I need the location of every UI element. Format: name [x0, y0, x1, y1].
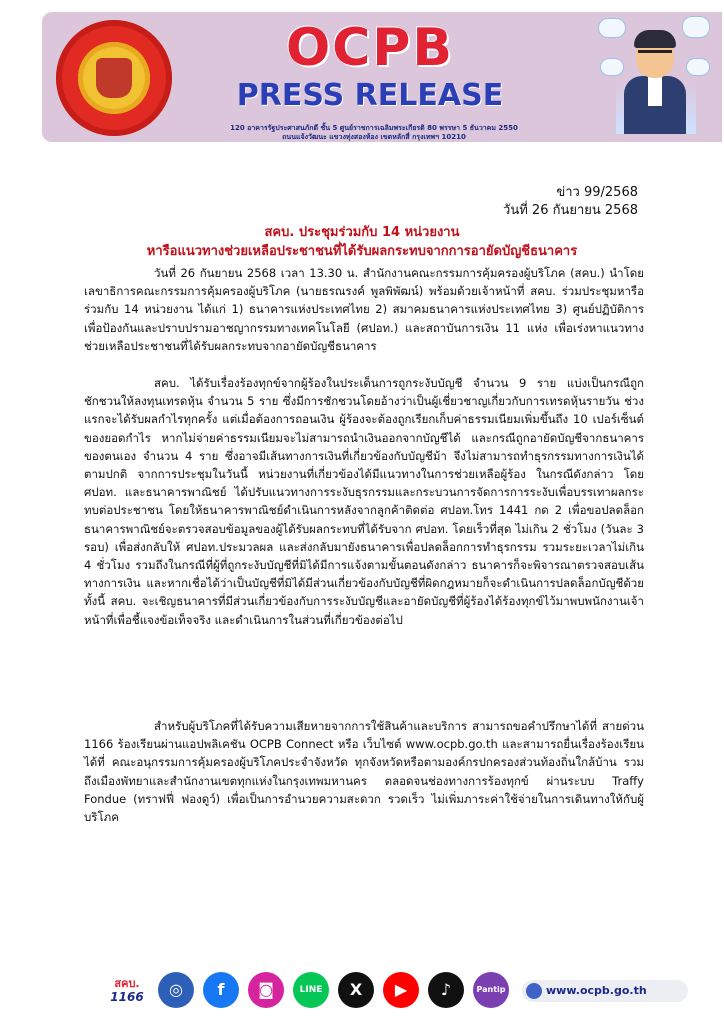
hotline-number: 1166: [110, 990, 144, 1004]
headline-line-2: หารือแนวทางช่วยเหลือประชาชนที่ได้รับผลกระทบจากการอายัดบัญชีธนาคาร: [146, 244, 578, 259]
mascot-hair: [634, 30, 676, 48]
paragraph-3: สำหรับผู้บริโภคที่ได้รับความเสียหายจากการใช้สินค้าและบริการ สามารถขอคำปรึกษาได้ที่ สายด่วน 1166 ร้องเรียนผ่านแอปพลิเคชัน OCPB Connect หรือ เว็บไซต์ www.ocpb.go.th และสามารถยื่นเรื่องร้องเรียนได้ที่ คณะอนุกรรมการคุ้มครองผู้บริโภคประจำจังหวัด ทุกจังหวัดหรือตามองค์กรปกครองส่วนท้องถิ่นใกล้บ้าน รวมถึงเมืองพัทยาและสำนักงานเขตทุกแห่งในกรุงเทพมหานคร ตลอดจนช่องทางการร้องทุกข์ ผ่านระบบ Traffy Fondue (ทราฟฟี่ ฟองดูว์) เพื่อเป็นการอำนวยความสะดวก รวดเร็ว ไม่เพิ่มภาระค่าใช้จ่ายในการเดินทางให้กับผู้บริโภค: [84, 719, 644, 825]
paragraph-2: สคบ. ได้รับเรื่องร้องทุกข์จากผู้ร้องในประเด็นการถูกระงับบัญชี จำนวน 9 ราย แบ่งเป็นกรณีถูกชักชวนให้ลงทุนเทรดหุ้น จำนวน 5 ราย ซึ่งมีการชักชวนโดยอ้างว่าเป็นผู้เชี่ยวชาญเกี่ยวกับการเทรดหุ้นรายวัน ช่วงแรกจะได้รับผลกำไรทุกครั้ง แต่เมื่อต้องการถอนเงิน ผู้ร้องจะต้องถูกเรียกเก็บค่าธรรมเนียมเพิ่มขึ้นถึง 10 เปอร์เซ็นต์ ของยอดกำไร หากไม่จ่ายค่าธรรมเนียมจะไม่สามารถนำเงินออกจากบัญชีได้ และกรณีถูกอายัดบัญชีจากธนาคารของตนเอง จำนวน 4 ราย ซึ่งอาจมีเส้นทางการเงินที่เกี่ยวข้องกับบัญชีม้า จึงไม่สามารถทำธุรกรรมทางการเงินได้ตามปกติ จากการประชุมในวันนี้ หน่วยงานที่เกี่ยวข้องได้มีแนวทางในการช่วยเหลือผู้ร้อง ในกรณีดังกล่าว โดย ศปอท. และธนาคารพาณิชย์ ได้ปรับแนวทางการระงับธุรกรรมและกระบวนการจัดการการระงับเพื่อบรรเทาผลกระทบต่อประชาชน โดยให้ธนาคารพาณิชย์ดำเนินการหลังจากลูกค้าติดต่อ ศปอท.โทร 1441 กด 2 เพื่อขอปลดล็อก ธนาคารพาณิชย์จะตรวจสอบข้อมูลของผู้ได้รับผลกระทบที่ได้รับจาก ศปอท. โดยเร็วที่สุด ไม่เกิน 2 ชั่วโมง (วันละ 3 รอบ) เพื่อส่งกลับให้ ศปอท.ประมวลผล และส่งกลับมายังธนาคารเพื่อปลดล็อกการทำธุรกรรม รวมระยะเวลาไม่เกิน 4 ชั่วโมง รวมถึงในกรณีที่ผู้ที่ถูกระงับบัญชีที่มิได้มีการแจ้งตามขั้นตอนดังกล่าว ธนาคารก็จะพิจารณาตรวจสอบเส้นทางการเงิน และหากเชื่อได้ว่าเป็นบัญชีที่มิได้มีส่วนเกี่ยวข้องกับบัญชีที่ผิดกฎหมายก็จะดำเนินการปลดล็อกบัญชีด้วย ทั้งนี้ สคบ. จะเชิญธนาคารที่มีส่วนเกี่ยวข้องกับการระงับบัญชีและอายัดบัญชีที่ผู้ร้องได้ร้องทุกข์ไว้มาพบพนักงานเจ้าหน้าที่เพื่อชี้แจงข้อเท็จจริง และดำเนินการในส่วนที่เกี่ยวข้องต่อไป: [84, 376, 644, 627]
mascot-glasses: [638, 50, 672, 62]
seal-crest-icon: [96, 58, 132, 98]
mascot-illustration: [596, 14, 712, 134]
x-icon[interactable]: X: [338, 972, 374, 1008]
website-text: www.ocpb.go.th: [546, 984, 647, 997]
footer-social-bar: [94, 968, 714, 1014]
ocpb-seal-logo: [56, 20, 172, 136]
seal-emblem: [78, 42, 150, 114]
news-date: วันที่ 26 กันยายน 2568: [503, 203, 638, 218]
paragraph-1: วันที่ 26 กันยายน 2568 เวลา 13.30 น. สำนักงานคณะกรรมการคุ้มครองผู้บริโภค (สคบ.) นำโดยเลขาธิการคณะกรรมการคุ้มครองผู้บริโภค (นายธรณรงค์ พูลพิพัฒน์) พร้อมด้วยเจ้าหน้าที่ สคบ. ร่วมประชุมหารือร่วมกับ 14 หน่วยงาน ได้แก่ 1) ธนาคารแห่งประเทศไทย 2) สมาคมธนาคารแห่งประเทศไทย 3) ศูนย์ปฏิบัติการเพื่อป้องกันและปราบปรามอาชญากรรมทางเทคโนโลยี (ศปอท.) และสถาบันการเงิน 11 แห่ง เพื่อเร่งหาแนวทางช่วยเหลือประชาชนที่ได้รับผลกระทบจากอายัดบัญชีธนาคาร: [84, 266, 644, 353]
facebook-icon[interactable]: f: [203, 972, 239, 1008]
pantip-icon[interactable]: Pantip: [473, 972, 509, 1008]
hotline-badge[interactable]: [102, 974, 152, 1008]
gear-icon: [686, 58, 710, 76]
chat-bubble-icon: [682, 16, 710, 38]
tiktok-icon[interactable]: ♪: [428, 972, 464, 1008]
ocpb-logo-icon[interactable]: ◎: [158, 972, 194, 1008]
line-icon[interactable]: LINE: [293, 972, 329, 1008]
cloud-icon: [598, 18, 626, 38]
device-icon: [600, 58, 624, 76]
website-link[interactable]: [522, 980, 688, 1002]
address-line-2: ถนนแจ้งวัฒนะ แขวงทุ่งสองห้อง เขตหลักสี่ กรุงเทพฯ 10210: [282, 133, 466, 141]
headline-line-1: สคบ. ประชุมร่วมกับ 14 หน่วยงาน: [264, 225, 460, 240]
office-address: [184, 124, 564, 142]
mascot-shirt: [648, 76, 662, 106]
press-release-title: PRESS RELEASE: [236, 78, 504, 113]
address-line-1: 120 อาคารรัฐประศาสนภักดี ชั้น 5 ศูนย์ราชการเฉลิมพระเกียรติ 80 พรรษา 5 ธันวาคม 2550: [230, 124, 518, 132]
brand-title: OCPB: [285, 18, 455, 78]
globe-icon: [526, 983, 542, 999]
instagram-icon[interactable]: ◙: [248, 972, 284, 1008]
youtube-icon[interactable]: ▶: [383, 972, 419, 1008]
news-number: ข่าว 99/2568: [556, 185, 638, 200]
hotline-label: สคบ.: [114, 977, 140, 990]
